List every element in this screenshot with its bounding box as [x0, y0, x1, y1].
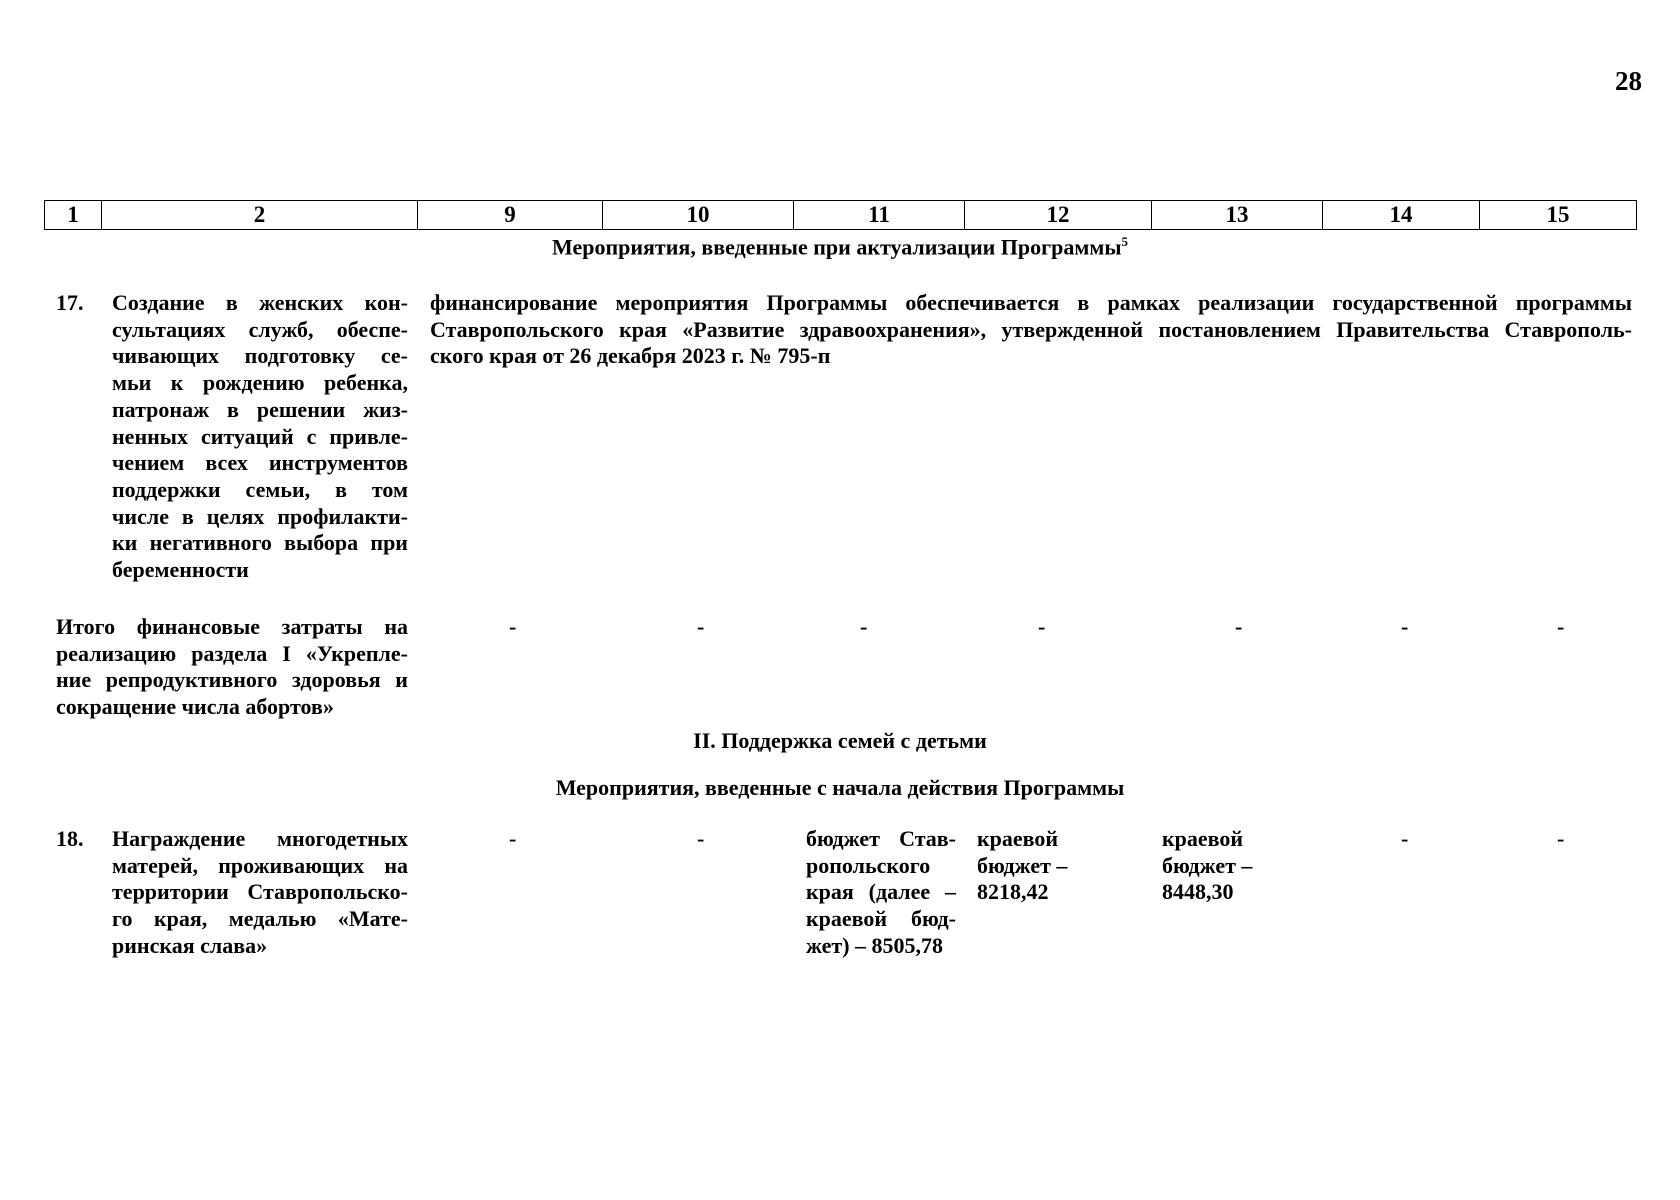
- row18-line: го края, медалью «Мате-: [112, 906, 408, 932]
- row17-line: ки негативного выбора при: [112, 530, 408, 556]
- col13-line: краевой: [1162, 826, 1244, 851]
- col11-line: жет) – 8505,78: [806, 932, 944, 958]
- col12-line: бюджет –: [977, 852, 1068, 878]
- col12-line: 8218,42: [977, 879, 1049, 905]
- financing-line: финансирование мероприятия Программы обеспечивается в рамках реализации государственной программы: [430, 290, 1632, 315]
- section-heading-family-support: II. Поддержка семей с детьми: [693, 728, 987, 753]
- row17-line: мьи к рождению ребенка,: [112, 370, 408, 396]
- row18-number: 18.: [56, 826, 84, 851]
- col11-line: ропольского: [806, 852, 931, 878]
- col13-line: 8448,30: [1162, 879, 1234, 905]
- row17-line: поддержки семьи, в том: [112, 476, 408, 502]
- section-heading-initial-measures: Мероприятия, введенные с начала действия Программы: [555, 775, 1125, 800]
- row18-col12-value: [977, 826, 1127, 906]
- row17-line: патронаж в решении жиз-: [112, 396, 408, 422]
- col-header-12: 12: [965, 201, 1152, 230]
- row17-line: сультациях служб, обеспе-: [112, 316, 408, 342]
- col-header-10: 10: [603, 201, 794, 230]
- section-heading-updates: [44, 234, 1636, 260]
- col11-line: бюджет Став-: [806, 826, 956, 851]
- row17-number: 17.: [56, 290, 84, 315]
- col-header-2: 2: [102, 201, 418, 230]
- total-col15-value: -: [1557, 614, 1565, 639]
- row18-line: ринская слава»: [112, 932, 268, 958]
- row17-financing: [430, 290, 1632, 370]
- row18-col10-value: -: [697, 826, 705, 851]
- total-col10-value: -: [697, 614, 705, 639]
- row18-col9-value: -: [509, 826, 517, 851]
- row18-description: [112, 826, 408, 960]
- row17-line: Создание в женских кон-: [112, 290, 408, 315]
- total-col13-value: -: [1235, 614, 1243, 639]
- row18-line: матерей, проживающих на: [112, 852, 408, 878]
- row17-description: [112, 290, 408, 584]
- total-col14-value: -: [1401, 614, 1409, 639]
- total-line: реализацию раздела I «Укрепле-: [56, 640, 408, 666]
- col12-line: краевой: [977, 826, 1059, 851]
- column-header-table: [44, 200, 1637, 230]
- row18-line: Награждение многодетных: [112, 826, 408, 851]
- footnote-marker: 5: [1121, 234, 1129, 249]
- row18-line: территории Ставропольско-: [112, 879, 408, 905]
- col-header-1: 1: [45, 201, 102, 230]
- financing-line: Ставропольского края «Развитие здравоохранения», утвержденной постановлением Правительства Ставрополь-: [430, 316, 1632, 342]
- row18-col14-value: -: [1401, 826, 1409, 851]
- col-header-14: 14: [1323, 201, 1480, 230]
- col11-line: краевой бюд-: [806, 906, 956, 932]
- total-line: ние репродуктивного здоровья и: [56, 667, 408, 693]
- row17-line: числе в целях профилакти-: [112, 503, 408, 529]
- col-header-13: 13: [1152, 201, 1323, 230]
- row17-line: чением всех инструментов: [112, 450, 408, 476]
- total-line: сокращение числа абортов»: [56, 694, 334, 720]
- total-col9-value: -: [509, 614, 517, 639]
- col-header-11: 11: [794, 201, 965, 230]
- col-header-15: 15: [1480, 201, 1637, 230]
- total-col12-value: -: [1038, 614, 1046, 639]
- row18-col11-value: [806, 826, 956, 960]
- total-col11-value: -: [860, 614, 868, 639]
- total-label: [56, 614, 408, 721]
- section-heading-updates-text: Мероприятия, введенные при актуализации Программы: [551, 234, 1122, 260]
- row18-col13-value: [1162, 826, 1312, 906]
- row17-line: беременности: [112, 557, 249, 583]
- col11-line: края (далее –: [806, 879, 956, 905]
- total-line: Итого финансовые затраты на: [56, 614, 408, 639]
- row18-col15-value: -: [1557, 826, 1565, 851]
- col-header-9: 9: [418, 201, 603, 230]
- column-header-row: [45, 201, 1637, 230]
- row17-line: ненных ситуаций с привле-: [112, 423, 408, 449]
- row17-line: чивающих подготовку се-: [112, 343, 408, 369]
- financing-line: ского края от 26 декабря 2023 г. № 795-п: [430, 343, 831, 369]
- col13-line: бюджет –: [1162, 852, 1253, 878]
- page-number: 28: [1615, 66, 1642, 96]
